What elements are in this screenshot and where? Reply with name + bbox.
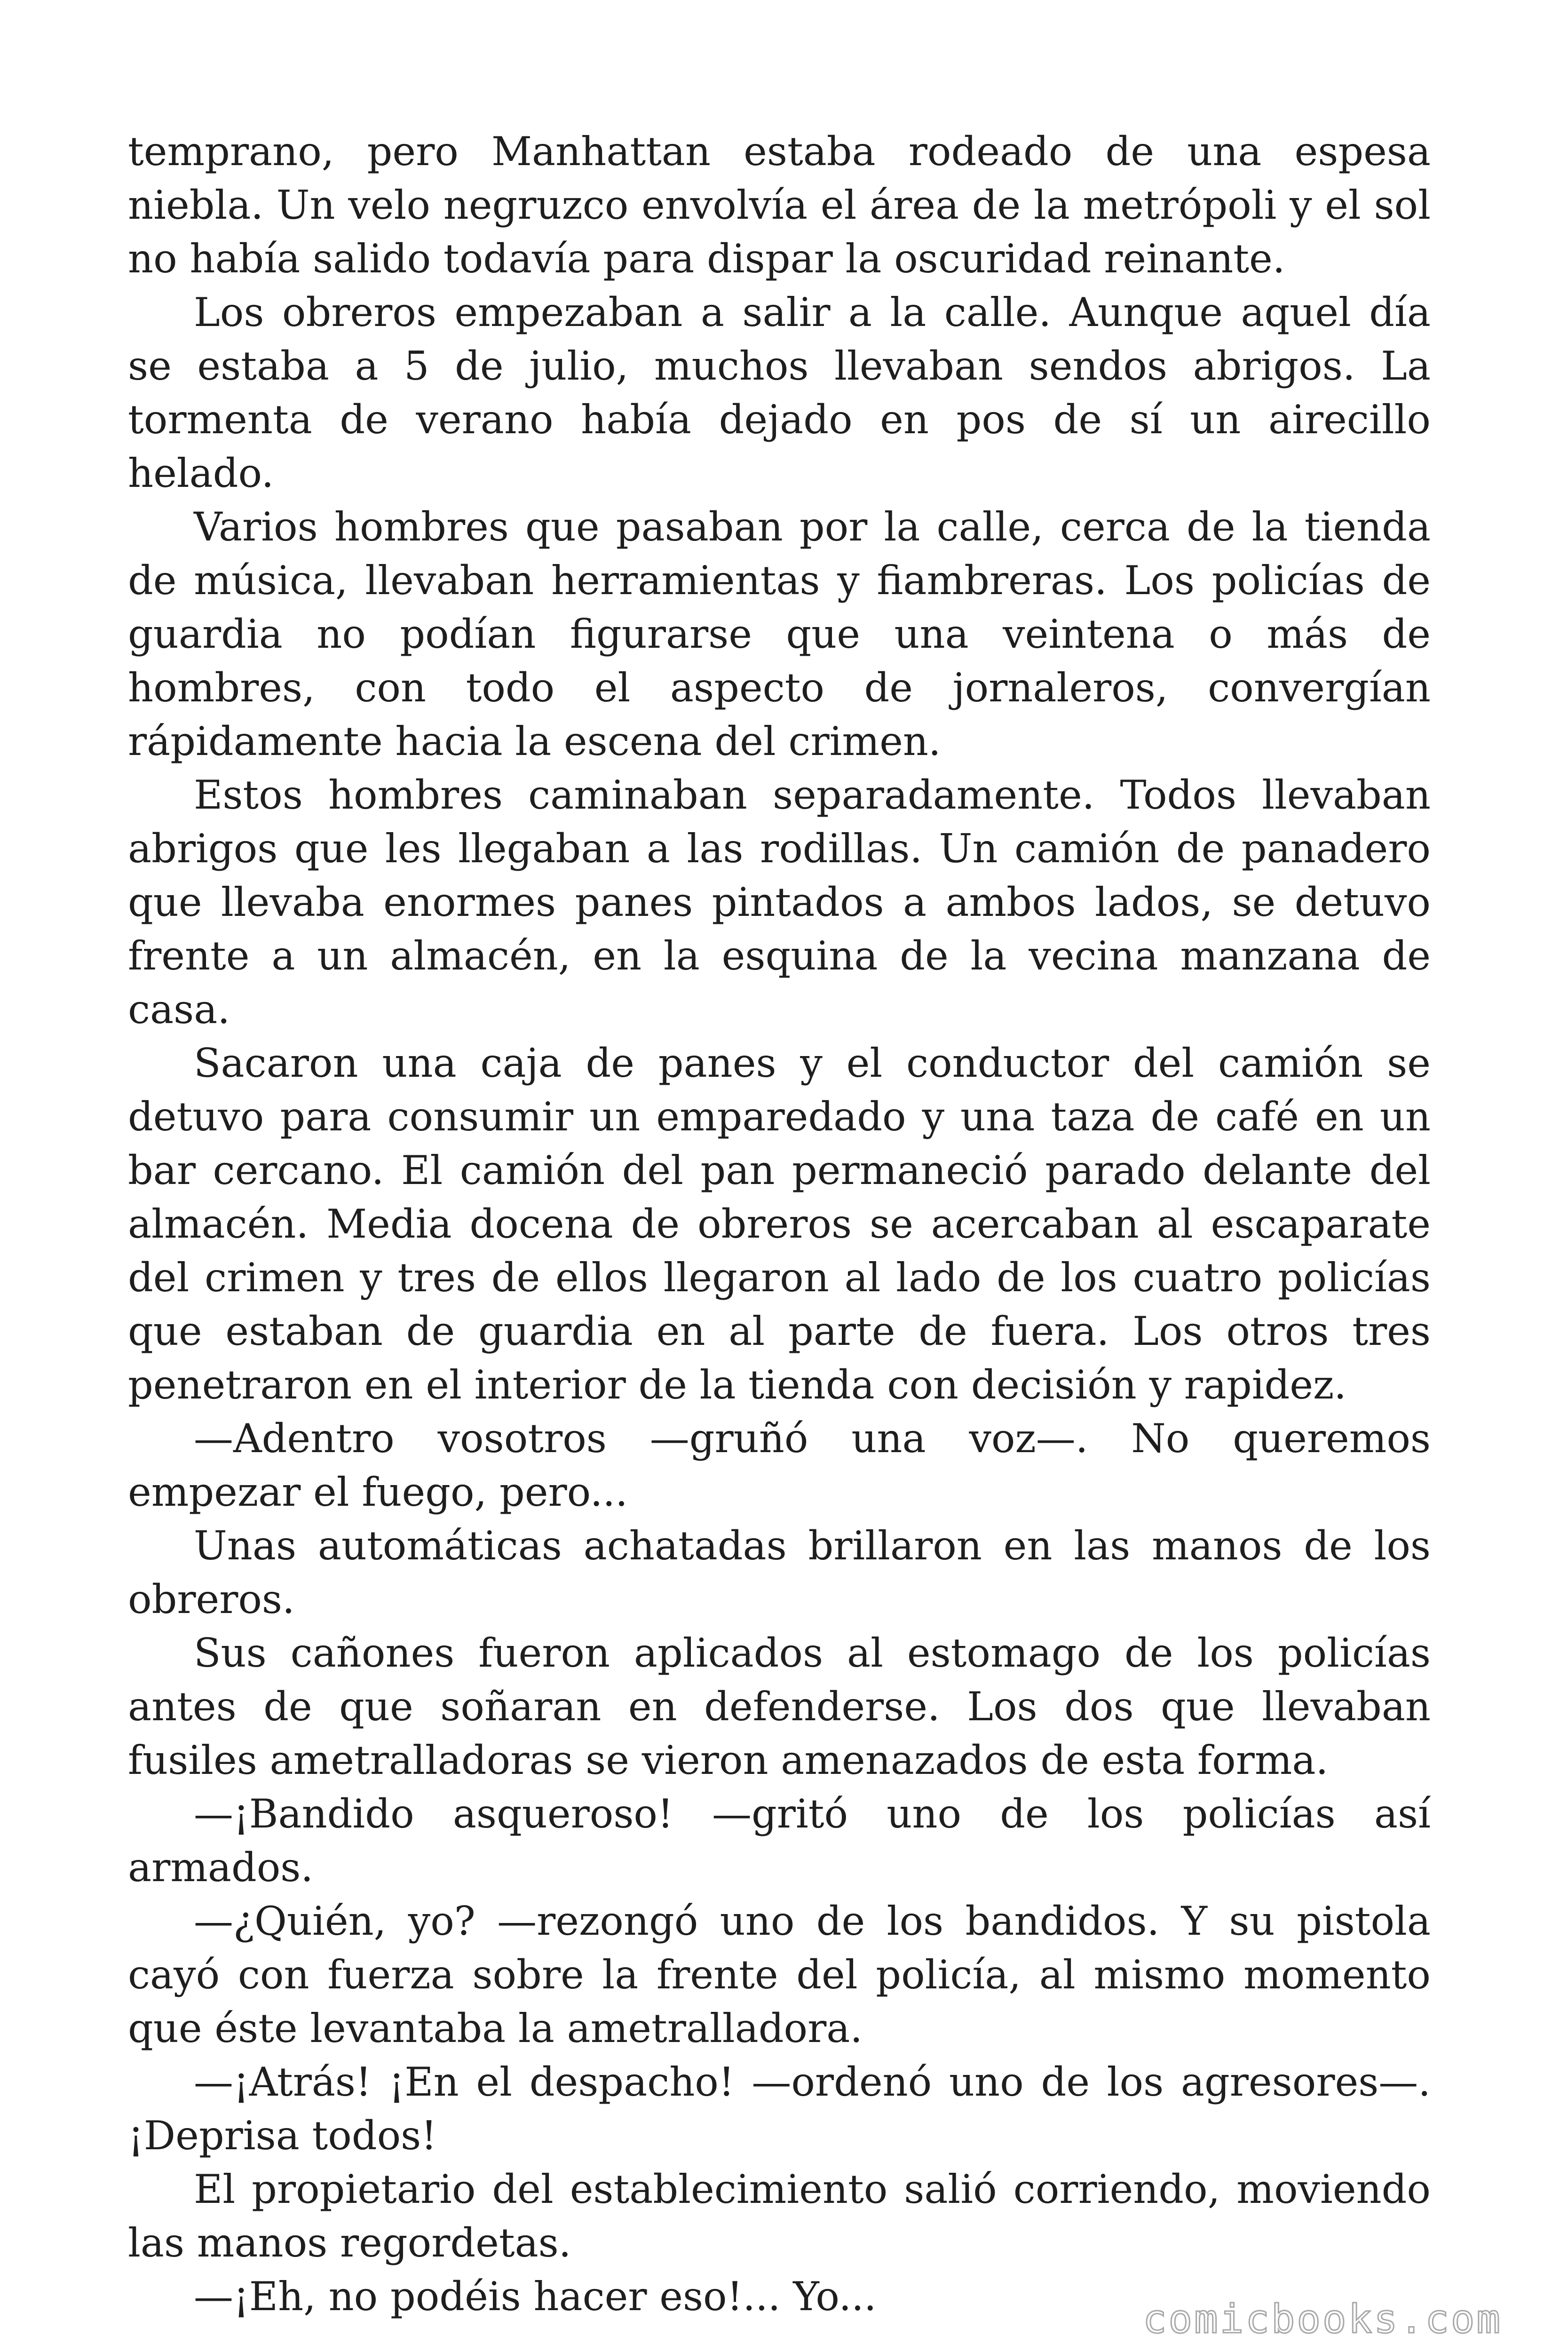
paragraph: Estos hombres caminaban separadamente. Todos llevaban abrigos que les llegaban a las rodillas. Un camión de panadero que llevaba enormes panes pintados a ambos lados, se detuvo frente a un almacén, en la esquina de la vecina manzana de casa. — [128, 772, 1431, 1033]
watermark: comicbooks.com — [1142, 2296, 1502, 2342]
paragraph: —¡Eh, no podéis hacer eso!... Yo... — [194, 2273, 877, 2320]
paragraph: Los obreros empezaban a salir a la calle. Aunque aquel día se estaba a 5 de julio, muchos llevaban sendos abrigos. La tormenta de verano había dejado en pos de sí un airecillo helado. — [128, 289, 1431, 496]
paragraph: temprano, pero Manhattan estaba rodeado de una espesa niebla. Un velo negruzco envolvía el área de la metrópoli y el sol no había salido todavía para dispar la oscuridad reinante. — [128, 128, 1431, 282]
paragraph: —¡Atrás! ¡En el despacho! —ordenó uno de los agresores—. ¡Deprisa todos! — [128, 2059, 1431, 2159]
paragraph: —¡Bandido asqueroso! —gritó uno de los policías así armados. — [128, 1791, 1431, 1891]
paragraph: —¿Quién, yo? —rezongó uno de los bandidos. Y su pistola cayó con fuerza sobre la frente del policía, al mismo momento que éste levantaba la ametralladora. — [128, 1898, 1431, 2051]
paragraph: El propietario del establecimiento salió corriendo, moviendo las manos regordetas. — [128, 2166, 1431, 2266]
paragraph: Unas automáticas achatadas brillaron en las manos de los obreros. — [128, 1523, 1431, 1622]
paragraph: Sus cañones fueron aplicados al estomago de los policías antes de que soñaran en defenderse. Los dos que llevaban fusiles ametralladoras se vieron amenazados de esta forma. — [128, 1630, 1431, 1783]
paragraph: Sacaron una caja de panes y el conductor del camión se detuvo para consumir un emparedado y una taza de café en un bar cercano. El camión del pan permaneció parado delante del almacén. Media docena de obreros se acercaban al escaparate del crimen y tres de ellos llegaron al lado de los cuatro policías que estaban de guardia en al parte de fuera. Los otros tres penetraron en el interior de la tienda con decisión y rapidez. — [128, 1040, 1431, 1408]
paragraph: Varios hombres que pasaban por la calle, cerca de la tienda de música, llevaban herramientas y fiambreras. Los policías de guardia no podían figurarse que una veintena o más de hombres, con todo el aspecto de jornaleros, convergían rápidamente hacia la escena del crimen. — [128, 504, 1431, 764]
paragraph: —Adentro vosotros —gruñó una voz—. No queremos empezar el fuego, pero... — [128, 1415, 1431, 1515]
body-text — [128, 125, 1431, 2323]
